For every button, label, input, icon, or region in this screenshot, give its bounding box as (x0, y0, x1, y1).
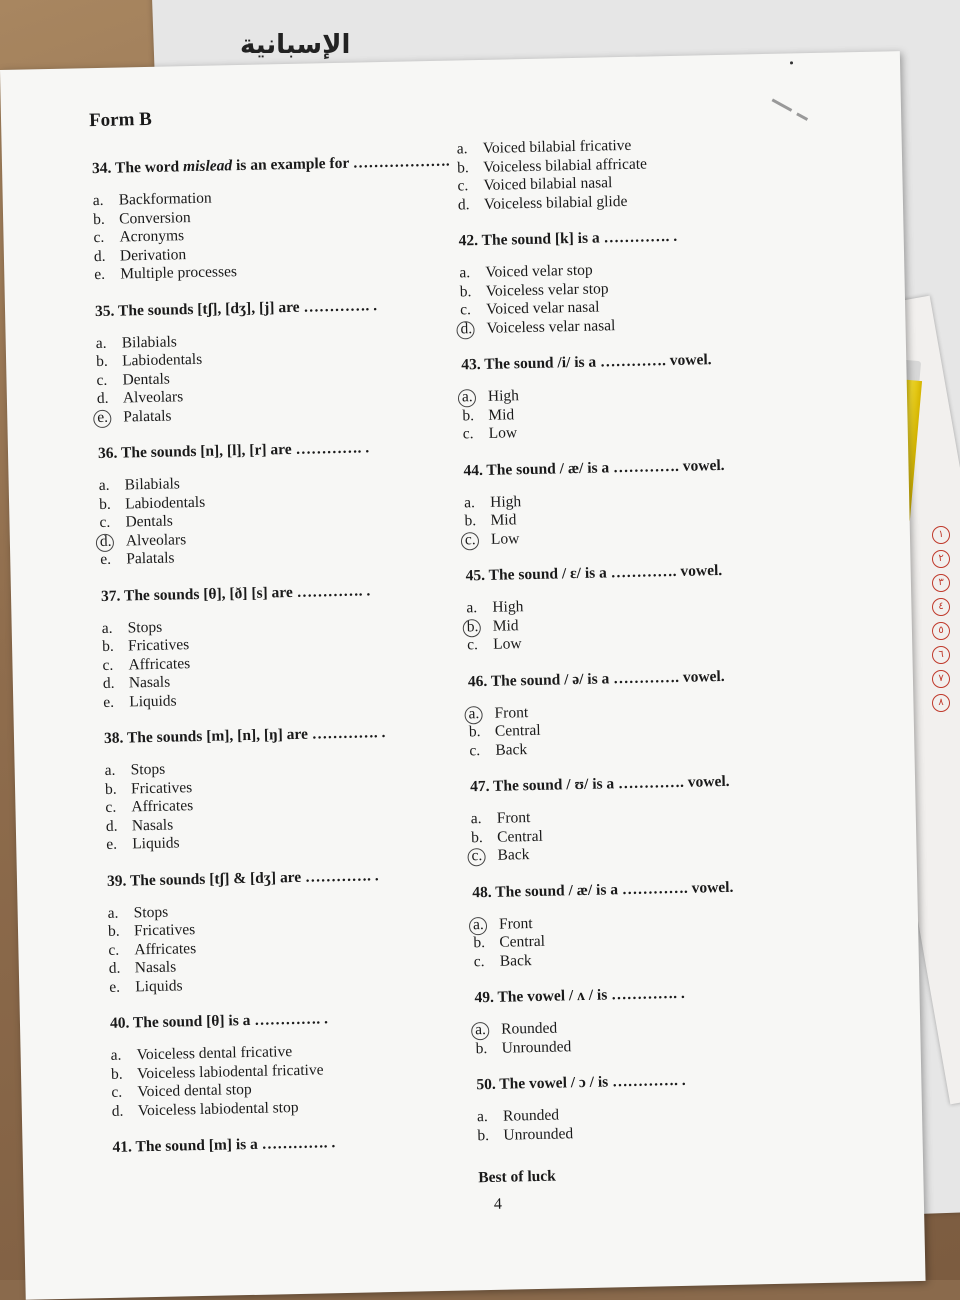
option-list (107, 897, 479, 997)
option-text: Backformation (118, 189, 212, 209)
option-text: Stops (127, 618, 163, 636)
option-letter: b. (107, 922, 120, 940)
option-letter: b. (473, 934, 486, 952)
option-text: Rounded (502, 1106, 560, 1125)
option-letter: d. (102, 674, 115, 692)
answer-bubble: ٤ (932, 598, 950, 616)
option-letter: a. (456, 140, 468, 158)
option-letter: e. (103, 693, 115, 711)
option-letter: c. (108, 941, 120, 959)
option-text: Voiced dental stop (137, 1080, 252, 1101)
answer-bubble: ٢ (932, 550, 950, 568)
option-letter-circled: c. (471, 847, 497, 866)
option-text: Rounded (501, 1019, 558, 1038)
option-text: Labiodentals (121, 350, 203, 370)
option-letter-circled: a. (475, 1021, 501, 1040)
answer-bubble: ٣ (932, 574, 950, 592)
option-text: Front (494, 703, 529, 722)
option-letter: b. (456, 158, 469, 176)
option-text: Voiceless labiodental fricative (136, 1060, 324, 1082)
option-list (466, 592, 837, 655)
option-text: Stops (133, 903, 169, 921)
option-text: Low (492, 635, 522, 653)
option-letter: a. (459, 264, 471, 282)
option-letter: c. (111, 1083, 123, 1101)
option-text: Central (499, 932, 546, 951)
question-text: 50. The vowel / ɔ / is …………. . (476, 1071, 686, 1094)
option-text: Back (499, 951, 532, 970)
option-letter: b. (95, 352, 108, 371)
question-q40 (110, 1005, 482, 1121)
option-letter-circled: c. (465, 530, 491, 549)
option-letter: b. (98, 495, 111, 513)
option-letter: a. (463, 493, 476, 511)
option-letter: b. (462, 406, 475, 424)
option-text: Nasals (134, 958, 177, 977)
answer-bubble: ٨ (932, 694, 950, 712)
option-text: Voiced velar stop (485, 261, 593, 281)
option-letter: a. (101, 619, 113, 637)
option-letter: a. (476, 1108, 488, 1126)
option-text: Mid (492, 616, 519, 635)
option-letter-circled: d. (100, 532, 126, 551)
option-text: Labiodentals (124, 493, 206, 512)
option-letter: c. (466, 636, 479, 654)
question-text: 49. The vowel / ʌ / is …………. . (474, 984, 685, 1007)
option-list (102, 612, 474, 712)
option-text: Back (497, 846, 530, 864)
option-list (105, 754, 477, 854)
question-text: 40. The sound [θ] is a …………. . (109, 1010, 329, 1032)
option-letter: d. (93, 247, 106, 265)
option-letter-circled: e. (97, 408, 123, 427)
option-text: Voiceless dental fricative (136, 1043, 293, 1064)
option-text: Voiced velar nasal (485, 298, 600, 318)
option-letter: c. (459, 301, 472, 319)
option-letter: e. (109, 978, 121, 996)
closing-text: Best of luck (478, 1167, 556, 1187)
option-text: Unrounded (501, 1037, 572, 1057)
paper-mark (790, 61, 793, 64)
option-letter-circled: a. (473, 915, 499, 934)
answer-bubble: ٥ (932, 622, 950, 640)
option-text: Derivation (119, 245, 187, 265)
option-text: Front (498, 914, 533, 933)
option-letter-circled: a. (462, 388, 488, 407)
option-letter: c. (473, 952, 485, 970)
option-letter: a. (98, 476, 110, 495)
option-letter: a. (466, 599, 478, 617)
question-text: 43. The sound /i/ is a …………. vowel. (461, 351, 712, 374)
option-letter: c. (457, 177, 469, 195)
option-text: Bilabials (121, 332, 178, 352)
option-text: Low (488, 424, 518, 442)
option-text: Palatals (126, 549, 175, 568)
question-q50 (476, 1067, 847, 1146)
option-text: Liquids (135, 976, 183, 995)
question-q46 (468, 663, 840, 760)
option-letter: b. (104, 780, 117, 798)
option-text: Nasals (128, 673, 171, 692)
question-text: 37. The sounds [θ], [ð] [s] are …………. . (100, 581, 371, 605)
option-letter-circled: b. (467, 617, 493, 636)
staple (772, 99, 793, 112)
option-letter-circled: d. (460, 319, 486, 338)
option-letter: a. (104, 761, 116, 779)
question-text: 46. The sound / ə/ is a …………. vowel. (467, 667, 725, 690)
option-text: Voiceless velar stop (485, 279, 609, 300)
option-letter: a. (470, 810, 482, 828)
option-letter: d. (96, 389, 109, 408)
option-letter: d. (105, 817, 118, 835)
question-q47 (470, 769, 842, 866)
option-letter: d. (108, 959, 121, 977)
question-q44 (463, 452, 835, 549)
option-text: Voiced bilabial nasal (483, 174, 613, 194)
option-text: Nasals (131, 816, 174, 834)
option-text: Back (495, 740, 528, 759)
option-letter: e. (94, 265, 106, 284)
answer-bubble: ٧ (932, 670, 950, 688)
option-letter: c. (462, 425, 474, 443)
option-text: High (489, 492, 522, 511)
option-text: Voiceless bilabial affricate (482, 154, 648, 176)
option-letter: e. (100, 550, 112, 569)
question-q48 (472, 874, 844, 971)
option-list (457, 133, 828, 215)
option-text: Acronyms (119, 227, 185, 246)
option-text: Voiceless labiodental stop (137, 1098, 299, 1119)
option-text: High (487, 387, 520, 405)
question-q37 (101, 578, 474, 712)
option-letter: a. (92, 191, 104, 210)
option-letter: b. (459, 282, 472, 300)
question-q39 (107, 863, 480, 997)
question-text: 41. The sound [m] is a …………. . (112, 1134, 336, 1156)
left-column (92, 150, 483, 1171)
option-list (473, 908, 844, 971)
option-text: Liquids (129, 691, 177, 710)
option-text: Dentals (125, 512, 174, 531)
answer-bubble: ١ (932, 526, 950, 544)
option-text: High (492, 598, 524, 616)
option-list (468, 697, 839, 760)
option-text: Fricatives (130, 778, 193, 797)
option-list (475, 1014, 846, 1059)
form-title: Form B (88, 108, 153, 132)
question-q34 (92, 150, 465, 284)
option-letter: b. (101, 637, 114, 655)
option-letter: c. (93, 228, 105, 247)
question-text: 47. The sound / ʊ/ is a …………. vowel. (469, 772, 730, 796)
option-text: Voiceless velar nasal (486, 316, 616, 337)
option-text: Multiple processes (120, 263, 238, 283)
answer-bubble: ٦ (932, 646, 950, 664)
right-column (457, 133, 849, 1188)
option-text: Mid (488, 405, 515, 424)
question-text: 45. The sound / ɛ/ is a …………. vowel. (465, 561, 723, 585)
option-letter: a. (107, 904, 119, 922)
option-text: Affricates (131, 797, 194, 816)
option-letter: a. (95, 334, 107, 352)
question-q45 (465, 558, 837, 655)
question-q49 (474, 980, 845, 1059)
option-text: Low (490, 529, 520, 548)
question-text: 35. The sounds [tʃ], [dʒ], [j] are …………. . (94, 296, 378, 320)
option-text: Central (494, 721, 541, 740)
option-letter: c. (96, 371, 108, 389)
option-text: Liquids (132, 834, 180, 853)
option-letter: c. (99, 513, 111, 532)
option-letter: b. (110, 1065, 123, 1083)
option-list (110, 1039, 481, 1121)
option-text: Fricatives (127, 636, 190, 655)
question-q43 (461, 347, 833, 444)
option-text: Central (496, 827, 543, 846)
option-text: Voiced bilabial fricative (482, 136, 632, 157)
question-q41 (112, 1129, 482, 1159)
option-list (93, 184, 465, 284)
option-letter: b. (470, 828, 483, 846)
question-q36 (98, 435, 471, 569)
option-letter: c. (469, 741, 481, 759)
question-q42 (458, 223, 830, 339)
option-letter: b. (475, 1039, 488, 1057)
option-letter: b. (464, 512, 477, 530)
option-text: Bilabials (124, 475, 180, 494)
option-text: Unrounded (503, 1124, 574, 1144)
option-list (464, 486, 835, 549)
staple (796, 113, 808, 121)
option-text: Affricates (134, 939, 197, 958)
option-text: Affricates (128, 654, 191, 673)
question-text: 42. The sound [k] is a …………. . (458, 227, 678, 250)
option-letter: a. (110, 1046, 122, 1064)
option-text: Conversion (118, 208, 191, 228)
option-letter: b. (468, 723, 481, 741)
option-letter: d. (457, 195, 470, 213)
page-number: 4 (493, 1195, 503, 1213)
answer-bubbles (932, 520, 960, 718)
option-text: Alveolars (125, 530, 187, 549)
option-letter: b. (477, 1126, 490, 1144)
option-text: Voiceless bilabial glide (483, 192, 628, 213)
option-text: Front (496, 809, 531, 827)
option-list (96, 327, 468, 427)
option-list (471, 803, 842, 866)
option-text: Fricatives (133, 921, 196, 940)
option-letter: c. (105, 798, 117, 816)
background-sheet-title: الإسبانية (240, 30, 351, 60)
option-text: Palatals (123, 406, 172, 425)
question-q41opts (457, 133, 828, 215)
question-text: 38. The sounds [m], [n], [ŋ] are …………. . (103, 724, 386, 747)
option-text: Dentals (122, 370, 171, 389)
option-letter: c. (102, 656, 114, 674)
option-list (477, 1100, 848, 1145)
option-letter: d. (111, 1102, 124, 1120)
question-text: 36. The sounds [n], [l], [r] are …………. . (97, 439, 370, 463)
question-text: 39. The sounds [tʃ] & [dʒ] are …………. . (106, 866, 379, 890)
option-letter: e. (106, 835, 118, 853)
option-text: Stops (130, 760, 166, 779)
question-text: 34. The word mislead is an example for ………………. (91, 152, 450, 178)
option-list (459, 257, 830, 339)
question-q35 (95, 293, 468, 427)
question-text: 48. The sound / æ/ is a …………. vowel. (472, 878, 734, 901)
option-list (99, 469, 471, 569)
option-list (462, 381, 833, 444)
exam-page (0, 51, 926, 1300)
question-q38 (104, 720, 477, 854)
option-text: Alveolars (122, 388, 184, 407)
option-letter: b. (92, 210, 105, 228)
question-text: 44. The sound / æ/ is a …………. vowel. (463, 456, 725, 479)
option-letter-circled: a. (468, 704, 494, 723)
option-text: Mid (490, 511, 517, 529)
